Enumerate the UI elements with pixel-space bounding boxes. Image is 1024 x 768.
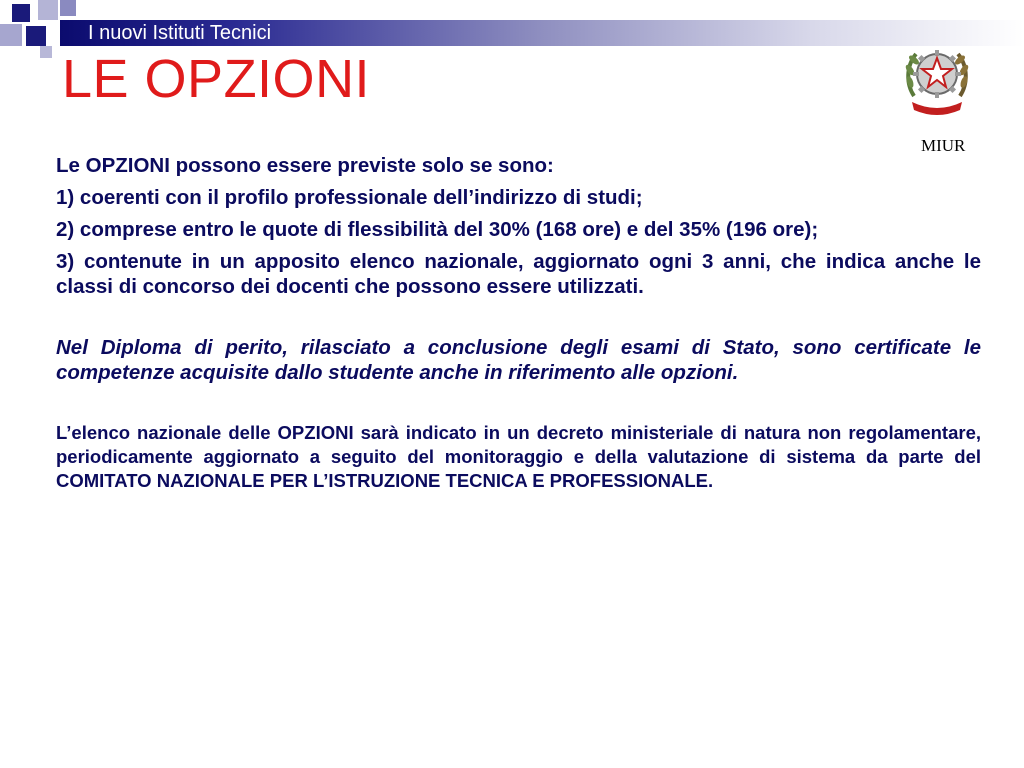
intro-paragraph: Le OPZIONI possono essere previste solo se sono: [56,154,554,177]
slide-title: LE OPZIONI [62,49,371,109]
italian-republic-emblem-icon [904,38,970,118]
list-item-2: 2) comprese entro le quote di flessibilità del 30% (168 ore) e del 35% (196 ore); [56,218,819,241]
diploma-note: Nel Diploma di perito, rilasciato a conclusione degli esami di Stato, sono certificate le competenze acquisite dallo studente anche in riferimento alle opzioni. [56,336,981,384]
header-subtitle: I nuovi Istituti Tecnici [88,22,272,44]
list-item-3: 3) contenute in un apposito elenco nazionale, aggiornato ogni 3 anni, che indica anche le classi di concorso dei docenti che possono essere utilizzati. [56,250,981,298]
closing-paragraph: L’elenco nazionale delle OPZIONI sarà indicato in un decreto ministeriale di natura non regolamentare, periodicamente aggiornato a seguito del monitoraggio e della valutazione di sistema da parte del COMITATO NAZIONALE PER L’ISTRUZIONE TECNICA E PROFESSIONALE. [56,422,981,491]
list-item-1: 1) coerenti con il profilo professionale dell’indirizzo di studi; [56,186,643,209]
logo-caption: MIUR [921,136,966,155]
slide-body [56,153,981,493]
